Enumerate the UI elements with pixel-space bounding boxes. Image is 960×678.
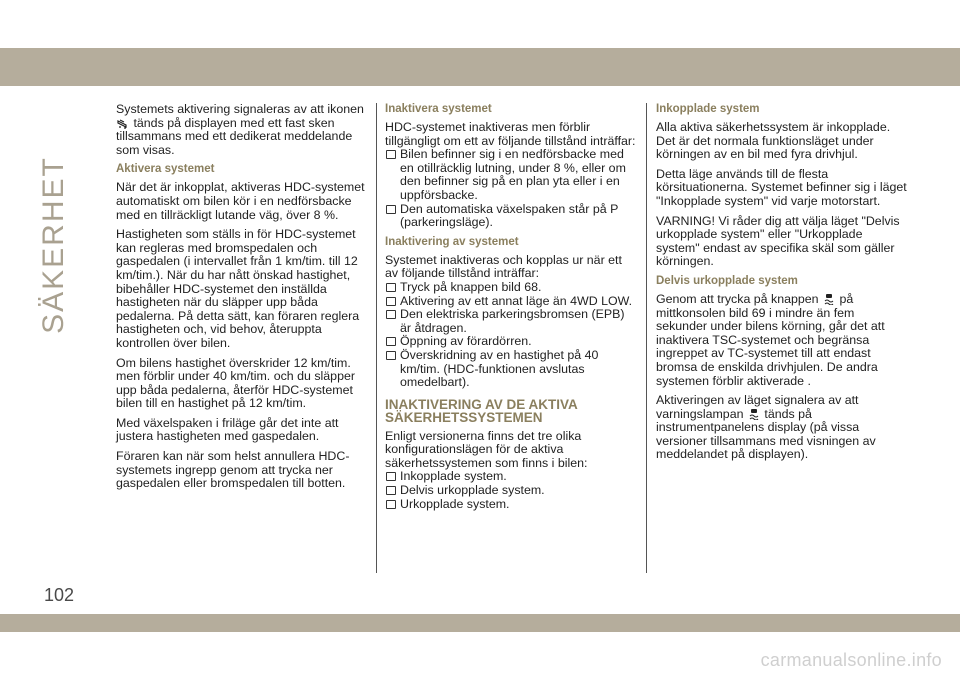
heading-delvis: Delvis urkopplade system xyxy=(656,274,798,287)
watermark-text: carmanualsonline.info xyxy=(760,650,942,670)
paragraph: HDC-systemet inaktiveras men förblir tillgängligt om ett av följande tillstånd inträffar: Bilen befinner sig i en nedförsbacke med en otillräcklig lutning, under 8 %, eller om den befinner sig på en plan yta eller i en uppförsbacke. Den automatiska växelspaken står på P (parkeringsläge). xyxy=(385,120,636,230)
paragraph: Genom att trycka på knappen på mittkonsolen bild 69 i mindre än fem sekunder under bilens körning, går det att inaktivera TSC-systemet och begränsa ingreppet av TC-systemet till att endast bromsa de enskilda drivhjulen. De andra systemen förblir aktiverade . xyxy=(656,291,885,388)
column-1 xyxy=(116,103,368,497)
paragraph: Med växelspaken i friläge går det inte att justera hastigheten med gaspedalen. xyxy=(116,415,339,444)
paragraph: Hastigheten som ställs in för HDC-systemet kan regleras med bromspedalen och gaspedalen (i intervallet från 1 km/tim. till 12 km/tim.). När du har nått önskad hastighet, bibehåller HDC-systemet den inställda hastigheten när du släpper upp båda pedalerna. På detta sätt, kan föraren reglera hastigheten och, vid behov, återuppta kontrollen över bilen. xyxy=(116,227,360,350)
header-band xyxy=(0,48,960,86)
paragraph: Systemet inaktiveras och kopplas ur när ett av följande tillstånd inträffar: Tryck på knappen bild 68. Aktivering av ett annat läge än 4WD LOW. Den elektriska parkeringsbromsen (EPB) är åtdragen. Öppning av förardörren. Överskridning av en hastighet på 40 km/tim. (HDC-funktionen avslutas omedelbart). xyxy=(385,254,637,390)
heading-inaktivering: Inaktivering av systemet xyxy=(385,235,519,248)
list-item: Den elektriska parkeringsbromsen (EPB) är åtdragen. xyxy=(385,308,637,335)
list-item: Inkopplade system. xyxy=(385,470,637,484)
esc-off-icon xyxy=(823,293,835,305)
list-item: Urkopplade system. xyxy=(385,498,637,512)
column-divider xyxy=(376,103,377,573)
paragraph: Alla aktiva säkerhetssystem är inkopplade. Det är det normala funktionsläget under körningen av en bil med fyra drivhjul. xyxy=(656,120,891,162)
column-3 xyxy=(656,103,908,468)
column-2 xyxy=(385,103,637,517)
heading-aktivera: Aktivera systemet xyxy=(116,163,215,176)
list-item: Delvis urkopplade system. xyxy=(385,484,637,498)
page-number: 102 xyxy=(44,585,75,605)
paragraph: Enligt versionerna finns det tre olika konfigurationslägen för de aktiva säkerhetssystemen som finns i bilen: Inkopplade system. Delvis urkopplade system. Urkopplade system. xyxy=(385,430,637,512)
list-item: Överskridning av en hastighet på 40 km/tim. (HDC-funktionen avslutas omedelbart). xyxy=(385,349,637,390)
list-item: Den automatiska växelspaken står på P (parkeringsläge). xyxy=(385,203,637,230)
heading-inkopplade: Inkopplade system xyxy=(656,103,760,115)
heading-inaktivera: Inaktivera systemet xyxy=(385,103,492,115)
paragraph: Systemets aktivering signaleras av att ikonen tänds på displayen med ett fast sken tillsammans med ett dedikerat meddelande som visas. xyxy=(116,102,364,157)
paragraph: När det är inkopplat, aktiveras HDC-systemet automatiskt om bilen kör i en nedförsbacke med en tillräckligt lutande väg, över 8 %. xyxy=(116,180,365,222)
list-item: Öppning av förardörren. xyxy=(385,335,637,349)
list-item: Aktivering av ett annat läge än 4WD LOW. xyxy=(385,295,637,309)
esc-off-warning-icon xyxy=(748,408,760,420)
list-item: Bilen befinner sig i en nedförsbacke med en otillräcklig lutning, under 8 %, eller om den befinner sig på en plan yta eller i en uppförsbacke. xyxy=(385,148,637,202)
paragraph: Aktiveringen av läget signalera av att varningslampan tänds på instrumentpanelens display (på vissa versioner tillsammans med visningen av meddelandet på displayen). xyxy=(656,393,876,462)
paragraph: Om bilens hastighet överskrider 12 km/tim. men förblir under 40 km/tim. och du släpper upp båda pedalerna, återför HDC-systemet bilen till en hastighet på 12 km/tim. xyxy=(116,355,355,411)
section-side-title: SÄKERHET xyxy=(37,156,70,334)
section-heading: INAKTIVERING AV DE AKTIVA SÄKERHETSSYSTEMEN xyxy=(385,396,578,426)
footer-band xyxy=(0,614,960,632)
paragraph: VARNING! Vi råder dig att välja läget "Delvis urkopplade system" eller "Urkopplade system" endast av specifika skäl som gäller körningen. xyxy=(656,213,900,269)
column-divider xyxy=(646,103,647,573)
paragraph: Detta läge används till de flesta körsituationerna. Systemet befinner sig i läget "Inkopplade system" vid varje motorstart. xyxy=(656,166,907,208)
hdc-car-icon xyxy=(117,117,129,129)
paragraph: Föraren kan när som helst annullera HDC-systemets ingrepp genom att trycka ner gaspedalen eller bromspedalen till botten. xyxy=(116,449,350,491)
list-item: Tryck på knappen bild 68. xyxy=(385,281,637,295)
